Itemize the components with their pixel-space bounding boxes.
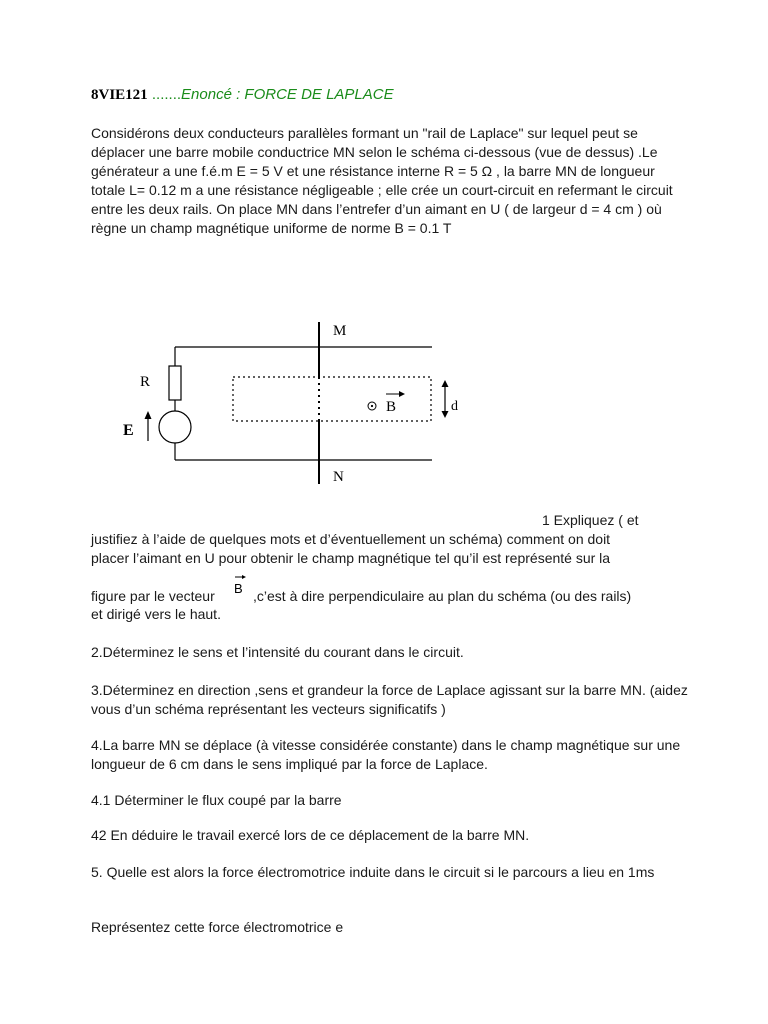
question-1-lead: 1 Expliquez ( et [542,512,639,528]
label-d: d [451,399,458,414]
emf-arrow-head [145,411,152,419]
vector-b-letter: B [234,581,243,596]
question-3: 3.Déterminez en direction ,sens et grandeur la force de Laplace agissant sur la barre MN. (aidez vous d’un schéma représentant les vecteurs significatifs ) [91,682,688,717]
title-dots: ....... [147,86,182,103]
question-4-2: 42 En déduire le travail exercé lors de ce déplacement de la barre MN. [91,827,530,843]
question-4: 4.La barre MN se déplace (à vitesse considérée constante) dans le champ magnétique sur une longueur de 6 cm dans le sens impliqué par la force de Laplace. [91,737,681,772]
question-4-1: 4.1 Déterminer le flux coupé par la barre [91,792,342,808]
width-d-arrow-bottom [442,411,449,418]
width-d-arrow-top [442,380,449,387]
question-1-figure-before: figure par le vecteur [91,588,215,604]
resistor-symbol [169,366,181,400]
circuit-diagram [110,318,458,493]
label-n: N [333,469,344,485]
magnet-zone [233,377,431,421]
label-b: B [386,399,397,415]
field-dot [371,405,373,407]
label-r: R [140,374,151,390]
document-code: 8VIE121 [91,87,148,103]
field-vector-arrow-head [399,391,405,397]
question-1-line-2: justifiez à l’aide de quelques mots et d’éventuellement un schéma) comment on doit [91,531,611,547]
label-e: E [123,422,134,439]
question-1-line-5: et dirigé vers le haut. [91,606,221,622]
document-heading: Enoncé : FORCE DE LAPLACE [181,86,394,103]
document-title [91,86,394,104]
vector-b-symbol [232,573,248,599]
generator-symbol [159,411,191,443]
intro-paragraph: Considérons deux conducteurs parallèles formant un "rail de Laplace" sur lequel peut se déplacer une barre mobile conductrice MN selon le schéma ci-dessous (vue de dessus) .Le générateur a une f.é.m E = 5 V et une résistance interne R = 5 Ω , la barre MN de longueur totale L= 0.12 m a une résistance négligeable ; elle crée un court-circuit en refermant le circuit entre les deux rails. On place MN dans l’entrefer d’un aimant en U ( de largeur d = 4 cm ) où règne un champ magnétique uniforme de norme B = 0.1 T [91,125,673,236]
question-final: Représentez cette force électromotrice e [91,919,344,935]
question-2: 2.Déterminez le sens et l’intensité du courant dans le circuit. [91,644,464,660]
question-5: 5. Quelle est alors la force électromotrice induite dans le circuit si le parcours a lieu en 1ms [91,864,655,880]
label-m: M [333,323,347,339]
question-1-figure-after: ,c’est à dire perpendiculaire au plan du schéma (ou des rails) [253,588,632,604]
question-1-line-3: placer l’aimant en U pour obtenir le champ magnétique tel qu’il est représenté sur la [91,550,611,566]
vector-b-arrow-head [242,575,246,579]
